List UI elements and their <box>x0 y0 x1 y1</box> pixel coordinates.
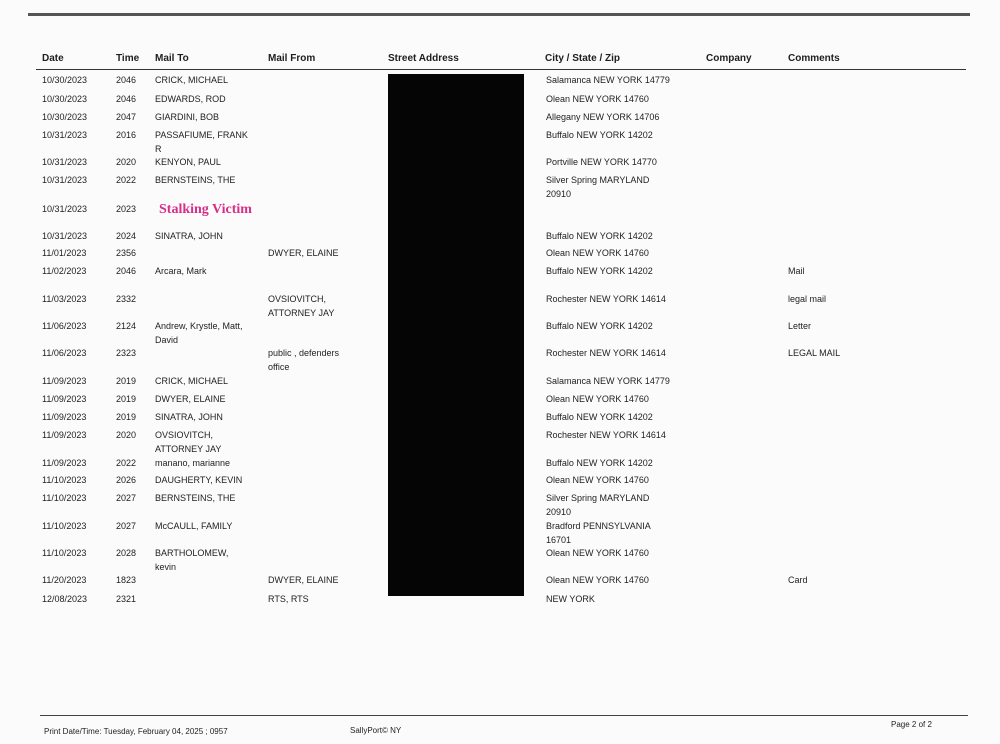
street-address-redaction <box>388 74 524 596</box>
row-date: 11/10/2023 <box>42 548 87 558</box>
row-date: 11/09/2023 <box>42 412 87 422</box>
row-time: 2124 <box>116 321 137 331</box>
row-mail-to: McCAULL, FAMILY <box>155 521 233 531</box>
row-comment: LEGAL MAIL <box>788 348 841 358</box>
row-mail-to: DAUGHERTY, KEVIN <box>155 475 243 485</box>
row-city-state-zip: Buffalo NEW YORK 14202 <box>546 412 653 422</box>
row-time: 2022 <box>116 458 137 468</box>
header-mail-to: Mail To <box>155 53 189 64</box>
row-time: 2020 <box>116 430 137 440</box>
row-date: 11/10/2023 <box>42 493 87 503</box>
row-mail-to: BERNSTEINS, THE <box>155 493 236 503</box>
row-time: 2356 <box>116 248 137 258</box>
row-city-state-zip: Portville NEW YORK 14770 <box>546 157 657 167</box>
row-time: 2027 <box>116 493 137 503</box>
row-mail-from: OVSIOVITCH, ATTORNEY JAY <box>268 294 335 318</box>
row-city-state-zip: Rochester NEW YORK 14614 <box>546 348 666 358</box>
row-date: 10/31/2023 <box>42 157 88 167</box>
row-date: 11/03/2023 <box>42 294 87 304</box>
row-time: 1823 <box>116 575 137 585</box>
row-city-state-zip: Buffalo NEW YORK 14202 <box>546 458 653 468</box>
row-city-state-zip: Olean NEW YORK 14760 <box>546 475 649 485</box>
header-rule <box>36 69 966 70</box>
row-date: 11/06/2023 <box>42 348 87 358</box>
row-city-state-zip: Olean NEW YORK 14760 <box>546 94 649 104</box>
row-date: 11/09/2023 <box>42 394 87 404</box>
row-time: 2047 <box>116 112 137 122</box>
row-date: 11/02/2023 <box>42 266 87 276</box>
row-city-state-zip: Buffalo NEW YORK 14202 <box>546 321 653 331</box>
header-comments: Comments <box>788 53 840 64</box>
row-time: 2020 <box>116 157 137 167</box>
row-date: 10/31/2023 <box>42 204 88 214</box>
row-date: 12/08/2023 <box>42 594 88 604</box>
header-company: Company <box>706 53 752 64</box>
row-mail-to: Arcara, Mark <box>155 266 207 276</box>
row-city-state-zip: Rochester NEW YORK 14614 <box>546 294 666 304</box>
row-city-state-zip: Rochester NEW YORK 14614 <box>546 430 666 440</box>
row-city-state-zip: Salamanca NEW YORK 14779 <box>546 376 670 386</box>
row-comment: Letter <box>788 321 812 331</box>
header-date: Date <box>42 53 64 64</box>
row-time: 2046 <box>116 266 137 276</box>
row-mail-to: CRICK, MICHAEL <box>155 75 229 85</box>
row-date: 11/09/2023 <box>42 458 87 468</box>
row-date: 10/31/2023 <box>42 231 88 241</box>
top-rule <box>28 13 970 16</box>
row-city-state-zip: Buffalo NEW YORK 14202 <box>546 130 653 140</box>
row-time: 2016 <box>116 130 137 140</box>
row-city-state-zip: Salamanca NEW YORK 14779 <box>546 75 670 85</box>
row-date: 10/31/2023 <box>42 130 88 140</box>
row-time: 2023 <box>116 204 137 214</box>
row-mail-to: BERNSTEINS, THE <box>155 175 236 185</box>
header-city-state-zip: City / State / Zip <box>545 53 621 64</box>
footer-rule <box>40 715 968 716</box>
row-date: 11/10/2023 <box>42 521 87 531</box>
row-city-state-zip: Silver Spring MARYLAND 20910 <box>546 493 650 517</box>
row-time: 2019 <box>116 376 137 386</box>
row-mail-to: SINATRA, JOHN <box>155 231 223 241</box>
row-mail-to: manano, marianne <box>155 458 231 468</box>
row-time: 2022 <box>116 175 137 185</box>
row-mail-to: PASSAFIUME, FRANK R <box>155 130 248 154</box>
row-mail-to: Andrew, Krystle, Matt, David <box>155 321 243 345</box>
row-date: 11/06/2023 <box>42 321 87 331</box>
row-time: 2019 <box>116 412 137 422</box>
row-city-state-zip: Olean NEW YORK 14760 <box>546 394 649 404</box>
row-time: 2019 <box>116 394 137 404</box>
row-time: 2028 <box>116 548 137 558</box>
row-time: 2321 <box>116 594 137 604</box>
row-time: 2323 <box>116 348 137 358</box>
row-comment: Mail <box>788 266 805 276</box>
row-date: 10/31/2023 <box>42 175 88 185</box>
row-date: 11/09/2023 <box>42 430 87 440</box>
row-time: 2046 <box>116 94 137 104</box>
stalking-victim-annotation: Stalking Victim <box>159 202 252 217</box>
row-mail-from: DWYER, ELAINE <box>268 248 339 258</box>
row-mail-from: RTS, RTS <box>268 594 309 604</box>
row-city-state-zip: Olean NEW YORK 14760 <box>546 548 649 558</box>
row-city-state-zip: Buffalo NEW YORK 14202 <box>546 266 653 276</box>
row-mail-to: SINATRA, JOHN <box>155 412 223 422</box>
row-date: 10/30/2023 <box>42 75 88 85</box>
row-city-state-zip: Silver Spring MARYLAND 20910 <box>546 175 650 199</box>
header-time: Time <box>116 53 140 64</box>
row-time: 2026 <box>116 475 137 485</box>
row-date: 11/20/2023 <box>42 575 87 585</box>
row-mail-to: EDWARDS, ROD <box>155 94 226 104</box>
row-time: 2027 <box>116 521 137 531</box>
row-city-state-zip: Olean NEW YORK 14760 <box>546 248 649 258</box>
row-city-state-zip: Allegany NEW YORK 14706 <box>546 112 660 122</box>
row-mail-to: CRICK, MICHAEL <box>155 376 229 386</box>
row-time: 2332 <box>116 294 137 304</box>
header-street-address: Street Address <box>388 53 459 64</box>
row-city-state-zip: Buffalo NEW YORK 14202 <box>546 231 653 241</box>
row-date: 11/01/2023 <box>42 248 87 258</box>
row-mail-from: public , defenders office <box>268 348 340 372</box>
row-time: 2046 <box>116 75 137 85</box>
row-comment: legal mail <box>788 294 827 304</box>
row-mail-to: KENYON, PAUL <box>155 157 221 167</box>
row-time: 2024 <box>116 231 137 241</box>
row-date: 11/10/2023 <box>42 475 87 485</box>
row-city-state-zip: NEW YORK <box>546 594 595 604</box>
row-mail-to: GIARDINI, BOB <box>155 112 220 122</box>
row-city-state-zip: Bradford PENNSYLVANIA 16701 <box>546 521 651 545</box>
page-number: Page 2 of 2 <box>891 720 932 729</box>
print-date: Print Date/Time: Tuesday, February 04, 2025 ; 0957 <box>44 727 228 736</box>
row-mail-to: OVSIOVITCH, ATTORNEY JAY <box>155 430 222 454</box>
row-date: 10/30/2023 <box>42 112 88 122</box>
system-name: SallyPort© NY <box>350 726 402 735</box>
row-mail-to: DWYER, ELAINE <box>155 394 226 404</box>
row-date: 10/30/2023 <box>42 94 88 104</box>
row-mail-from: DWYER, ELAINE <box>268 575 339 585</box>
header-mail-from: Mail From <box>268 53 316 64</box>
row-comment: Card <box>788 575 808 585</box>
row-mail-to: BARTHOLOMEW, kevin <box>155 548 229 572</box>
row-date: 11/09/2023 <box>42 376 87 386</box>
row-city-state-zip: Olean NEW YORK 14760 <box>546 575 649 585</box>
